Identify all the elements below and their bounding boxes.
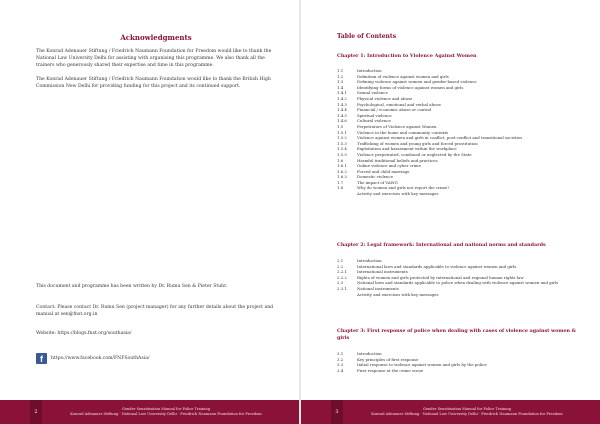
right-page: [301, 0, 600, 424]
page-number: 2: [30, 400, 42, 424]
toc-entry-number: 1.4: [337, 84, 344, 90]
toc-entry-title: Introduction: [357, 68, 382, 73]
toc-entry-title: First response at the crime scene: [357, 367, 424, 373]
toc-entry-title: National instruments: [357, 285, 399, 291]
toc-entry-title: Online violence and cyber crime: [357, 163, 421, 169]
chapter-title[interactable]: Chapter 3: First response of police when dealing with cases of violence against women & girls: [337, 328, 577, 341]
toc-entry-title: Exploitation and harassment within the workplace: [357, 146, 457, 152]
toc-entry-title: Violence perpetrated, condoned or neglected by the State: [357, 151, 472, 157]
toc-entry-number: 1.1: [337, 68, 344, 73]
toc-entry[interactable]: [337, 368, 577, 374]
right-footer-band: [301, 400, 600, 424]
toc-entry[interactable]: [337, 292, 577, 298]
toc-entry-title: Activity and exercises with key messages: [357, 291, 439, 297]
toc-entry-title: Cultural violence: [357, 118, 391, 124]
toc-entry-number: 3.3: [337, 362, 344, 368]
toc-entry-title: Why do women and girls not report the crime?: [357, 185, 450, 191]
toc-entry-title: Sexual violence: [357, 90, 388, 96]
left-page: [0, 0, 299, 424]
acknowledgments-heading: Acknowledgments: [120, 33, 192, 42]
toc-entry-number: 2.2.2: [337, 274, 347, 280]
toc-entry-title: Introduction: [357, 258, 382, 263]
toc-entry-number: 1.5: [337, 123, 344, 129]
facebook-row: [36, 351, 276, 365]
toc-entry-number: 1.3: [337, 79, 344, 85]
toc-entry-number: 1.4.3: [337, 101, 347, 107]
footer-subtitle: Konrad Adenauer Stiftung · National Law University Delhi · Friedrich Naumann Foundation for Freedom: [371, 412, 563, 416]
toc-entry-title: Key principles of first response: [357, 356, 419, 362]
toc-entry-number: [337, 292, 357, 298]
toc-list: [337, 258, 577, 297]
website-info[interactable]: Website: https://blogs.fnst.org/southasia/: [36, 331, 132, 336]
toc-entry-number: 1.4.6: [337, 118, 347, 124]
toc-entry-title: Activity and exercises with key messages: [357, 191, 439, 197]
toc-entry-number: 3.1: [337, 351, 344, 356]
toc-entry-title: Definition of violence against women and girls: [357, 73, 449, 79]
toc-entry-number: 1.7: [337, 179, 344, 185]
page-number: 3: [331, 400, 343, 424]
toc-entry-title: Forced and child marriage: [357, 168, 410, 174]
toc-entry-title: Introduction: [357, 351, 382, 356]
toc-entry-number: 1.6: [337, 157, 344, 163]
chapter-title[interactable]: Chapter 2: Legal framework: International and national norms and standards: [337, 242, 546, 248]
toc-entry-title: The impact of VAWG: [357, 179, 398, 185]
toc-entry-number: 2.3.1: [337, 285, 347, 291]
toc-entry-number: 1.5.4: [337, 146, 347, 152]
toc-entry-number: 1.2: [337, 73, 344, 79]
toc-entry-title: International laws and standards applicable to violence against women and girls: [357, 263, 517, 269]
authors-credit: This document and programme has been written by Dr. Rumu Sen & Pieter Stuhr.: [36, 284, 228, 289]
toc-entry-title: Harmful traditional beliefs and practices: [357, 157, 438, 163]
toc-entry-title: Violence against women and girls in conflict, post-conflict and transitional societies: [357, 135, 523, 141]
toc-heading: Table of Contents: [337, 33, 397, 40]
toc-entry-title: Psychological, emotional and verbal abuse: [357, 101, 441, 107]
toc-list: [337, 351, 577, 373]
acknowledgment-paragraph: The Konrad Adenauer Stiftung / Friedrich Naumann Foundation would like to thank the British High Commission New Delhi for providing funding for this project and its continued support.: [36, 77, 271, 89]
toc-entry-number: 2.3: [337, 280, 344, 286]
toc-list: [337, 68, 577, 197]
toc-entry[interactable]: [337, 191, 577, 197]
toc-entry-number: 2.2: [337, 263, 344, 269]
contact-info: Contact: Please contact Dr. Rumu Sen (project manager) for any further details about the project and manual at sen@fnst.org.in: [36, 305, 274, 317]
toc-entry-title: National laws and standards applicable to police when dealing with violence against women and girls: [357, 280, 559, 286]
footer-subtitle: Konrad Adenauer Stiftung · National Law University Delhi · Friedrich Naumann Foundation for Freedom: [70, 412, 262, 416]
toc-entry-title: International instruments: [357, 269, 408, 275]
toc-entry-title: Violence in the home and community contexts: [357, 129, 449, 135]
left-footer-band: [0, 400, 299, 424]
toc-entry-number: 1.8: [337, 185, 344, 191]
toc-entry-number: 1.4.5: [337, 112, 347, 118]
toc-entry-title: Spiritual violence: [357, 112, 392, 118]
toc-entry-number: 3.4: [337, 367, 344, 373]
toc-entry-number: 2.2.1: [337, 269, 347, 275]
facebook-icon[interactable]: f: [36, 353, 47, 364]
toc-entry-title: Rights of women and girls protected by international and regional human rights law: [357, 274, 524, 280]
toc-entry-number: 1.5.1: [337, 129, 347, 135]
toc-entry-number: 2.1: [337, 258, 344, 263]
footer-title: Gender Sensitisation Manual for Police Training: [121, 407, 211, 411]
toc-entry-title: Physical violence and abuse: [357, 95, 413, 101]
toc-entry-title: Defining violence against women and gender-based violence: [357, 79, 477, 85]
toc-entry-title: Perpetrators of Violence against Women: [357, 123, 437, 129]
chapter-title[interactable]: Chapter 1: Introduction to Violence Against Women: [337, 53, 477, 59]
toc-entry-number: 1.6.3: [337, 174, 347, 180]
toc-entry-number: [337, 191, 357, 197]
toc-entry-title: Initial response to violence against women and girls by the police: [357, 362, 487, 368]
footer-title: Gender Sensitisation Manual for Police Training: [422, 407, 512, 411]
facebook-link[interactable]: https://www.facebook.com/FNFSouthAsia/: [51, 355, 150, 361]
toc-entry-title: Domestic violence: [357, 174, 393, 180]
toc-entry-number: 1.6.1: [337, 163, 347, 169]
toc-entry-title: Financial / economic abuse or control: [357, 107, 432, 113]
toc-entry-number: 3.2: [337, 356, 344, 362]
toc-entry-number: 1.5.5: [337, 151, 347, 157]
toc-entry-number: 1.5.3: [337, 140, 347, 146]
toc-entry-title: Identifying forms of violence against women and girls: [357, 84, 464, 90]
toc-entry-number: 1.6.2: [337, 168, 347, 174]
acknowledgment-paragraph: The Konrad Adenauer Stiftung / Friedrich Naumann Foundation for Freedom would like to thank the National Law University Delhi for assisting with organising this programme. We also thank all the trainers who generously shared their expertise and time in this programme.: [36, 49, 272, 68]
toc-entry-number: 1.4.1: [337, 90, 347, 96]
toc-entry-title: Trafficking of women and young girls and forced prostitution: [357, 140, 478, 146]
toc-entry-number: 1.4.2: [337, 95, 347, 101]
toc-entry-number: 1.5.2: [337, 135, 347, 141]
toc-entry-number: 1.4.4: [337, 107, 347, 113]
